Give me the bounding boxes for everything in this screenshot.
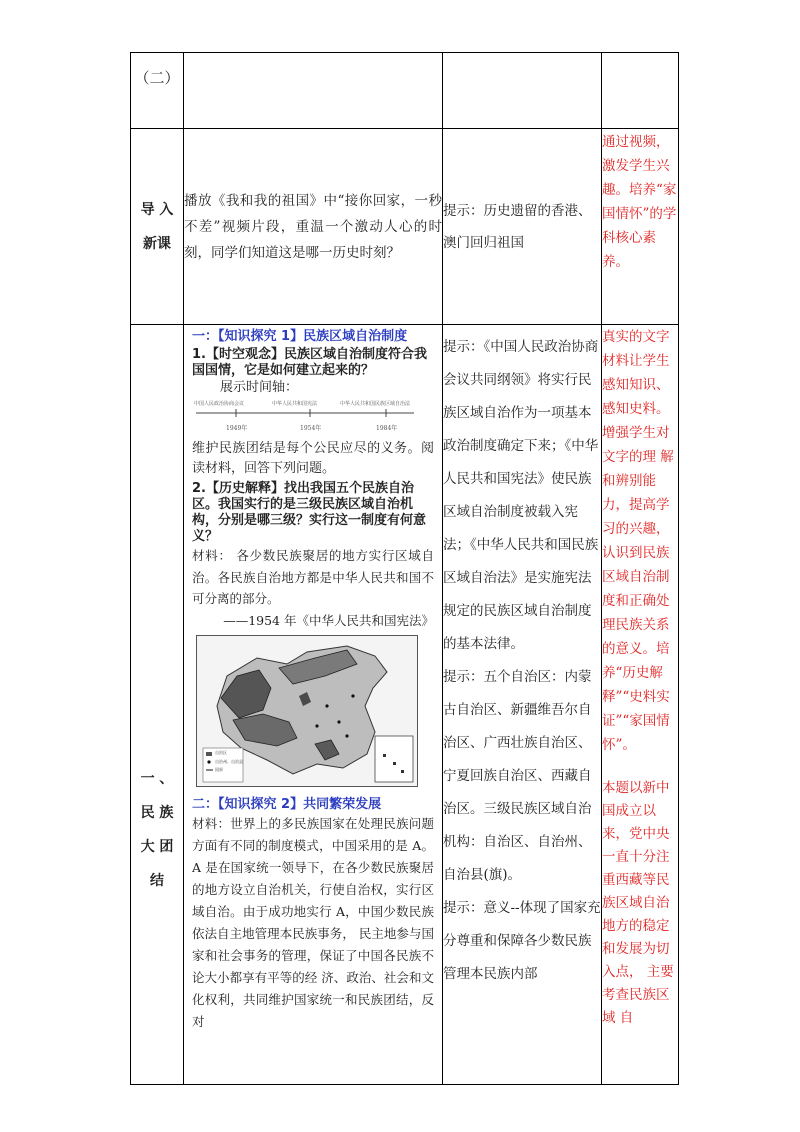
section-cell [131,129,184,325]
timeline-year: 1954年 [300,425,322,432]
timeline-year: 1984年 [376,425,398,432]
section-cell [131,53,184,129]
intent-cell [602,53,679,129]
material-1-source: ——1954 年《中华人民共和国宪法》 [223,612,434,628]
question-2: 2.【历史解释】找出我国五个民族自治区。我国实行的是三级民族区域自治机构，分别是哪三级？实行这一制度有何意义？ [192,481,427,544]
timeline-event: 中国人民政治协商会议 [194,401,245,407]
hint-cell [443,53,602,129]
section-label: 导 入 [140,201,174,218]
section-label: 大 团 [140,838,174,855]
content-cell [184,325,443,1085]
intent-paragraph: 本题以新中国成立以来，党中央一直十分注重西藏等民族区域自治 地方的稳定和发展为切入点， 主要考查民族区 域 自 [602,780,674,1026]
hint-paragraph: 提示：意义--体现了国家充分尊重和保障各少数民族管理本民族内部 [443,900,601,982]
hint-cell [443,325,602,1085]
timeline [192,399,434,435]
intent-cell [602,325,679,1085]
timeline-label: 展示时间轴： [220,380,299,395]
section-label: 新课 [143,235,171,252]
content-cell: 播放《我和我的祖国》中“接你回家，一秒不差”视频片段，重温一个激动人心的时刻，同学们知道这是哪一历史时刻？ [184,129,443,325]
table-row [131,53,679,129]
question-1: 1.【时空观念】民族区域自治制度符合我国国情，它是如何建立起来的？ [192,347,427,378]
table-row [131,129,679,325]
timeline-event: 中华人民共和国宪法 [272,401,318,407]
section-cell [131,325,184,1085]
section-label: 民 族 [140,804,174,821]
intent-cell: 通过视频，激发学生兴趣。培养“家国情怀”的学科核心素养。 [602,129,679,325]
map-legend-item: 国界 [215,767,223,772]
instruction-text: 维护民族团结是每个公民应尽的义务。阅读材料，回答下列问题。 [192,441,434,476]
section-label: 结 [150,872,164,889]
lesson-plan-table [130,52,679,1085]
section-label: （二） [134,69,180,87]
map-legend-item: 自治州、自治县 [215,759,243,764]
knowledge-heading-2: 二：【知识探究 2】共同繁荣发展 [192,797,382,812]
table-row [131,325,679,1085]
material-1: 材料： 各少数民族聚居的地方实行区域自治。各民族自治地方都是中华人民共和国不可分离的部分。 [192,548,434,606]
timeline-year: 1949年 [226,425,248,432]
china-autonomous-regions-map [196,635,418,787]
section-label: 一 、 [140,770,174,787]
hint-paragraph: 提示：五个自治区：内蒙古自治区、新疆维吾尔自治区、广西壮族自治区、宁夏回族自治区、西藏自治区。三级民族区域自治机构：自治区、自治州、自治县(旗)。 [443,669,592,883]
knowledge-heading-1: 一：【知识探究 1】民族区域自治制度 [192,329,408,344]
timeline-event: 中华人民共和国民族区域自治法 [340,401,411,407]
map-legend-item: 自治区 [215,750,227,755]
intent-paragraph: 真实的文字材料让学生感知知识、感知史料。增强学生对文字的理 解和辨别能力，提高学习的兴趣，认识到民族区域自治制度和正确处理民族关系的意义。培养“历史解释”“史料实证”“家国情怀”。 [602,329,674,753]
material-2: 材料：世界上的多民族国家在处理民族问题方面有不同的制度模式，中国采用的是 A。 A 是在国家统一领导下，在各少数民族聚居的地方设立自治机关，行使自治权，实行区域自治。由于成功地实行 A，中国少数民族依法自主地管理本民族事务， 民主地参与国家和社会事务的管理，保证了中国各民族不论大小都享有平等的经 济、政治、社会和文化权利，共同维护国家统一和民族团结，反对 [192,816,434,1029]
hint-cell: 提示：历史遗留的香港、澳门回归祖国 [443,129,602,325]
hint-paragraph: 提示：《中国人民政治协商会议共同纲领》将实行民族区域自治作为一项基本政治制度确定下来；《中华人民共和国宪法》使民族区域自治制度被载入宪法；《中华人民共和国民族区域自治法》是实施宪法规定的民族区域自治制度的基本法律。 [443,339,599,652]
content-cell [184,53,443,129]
